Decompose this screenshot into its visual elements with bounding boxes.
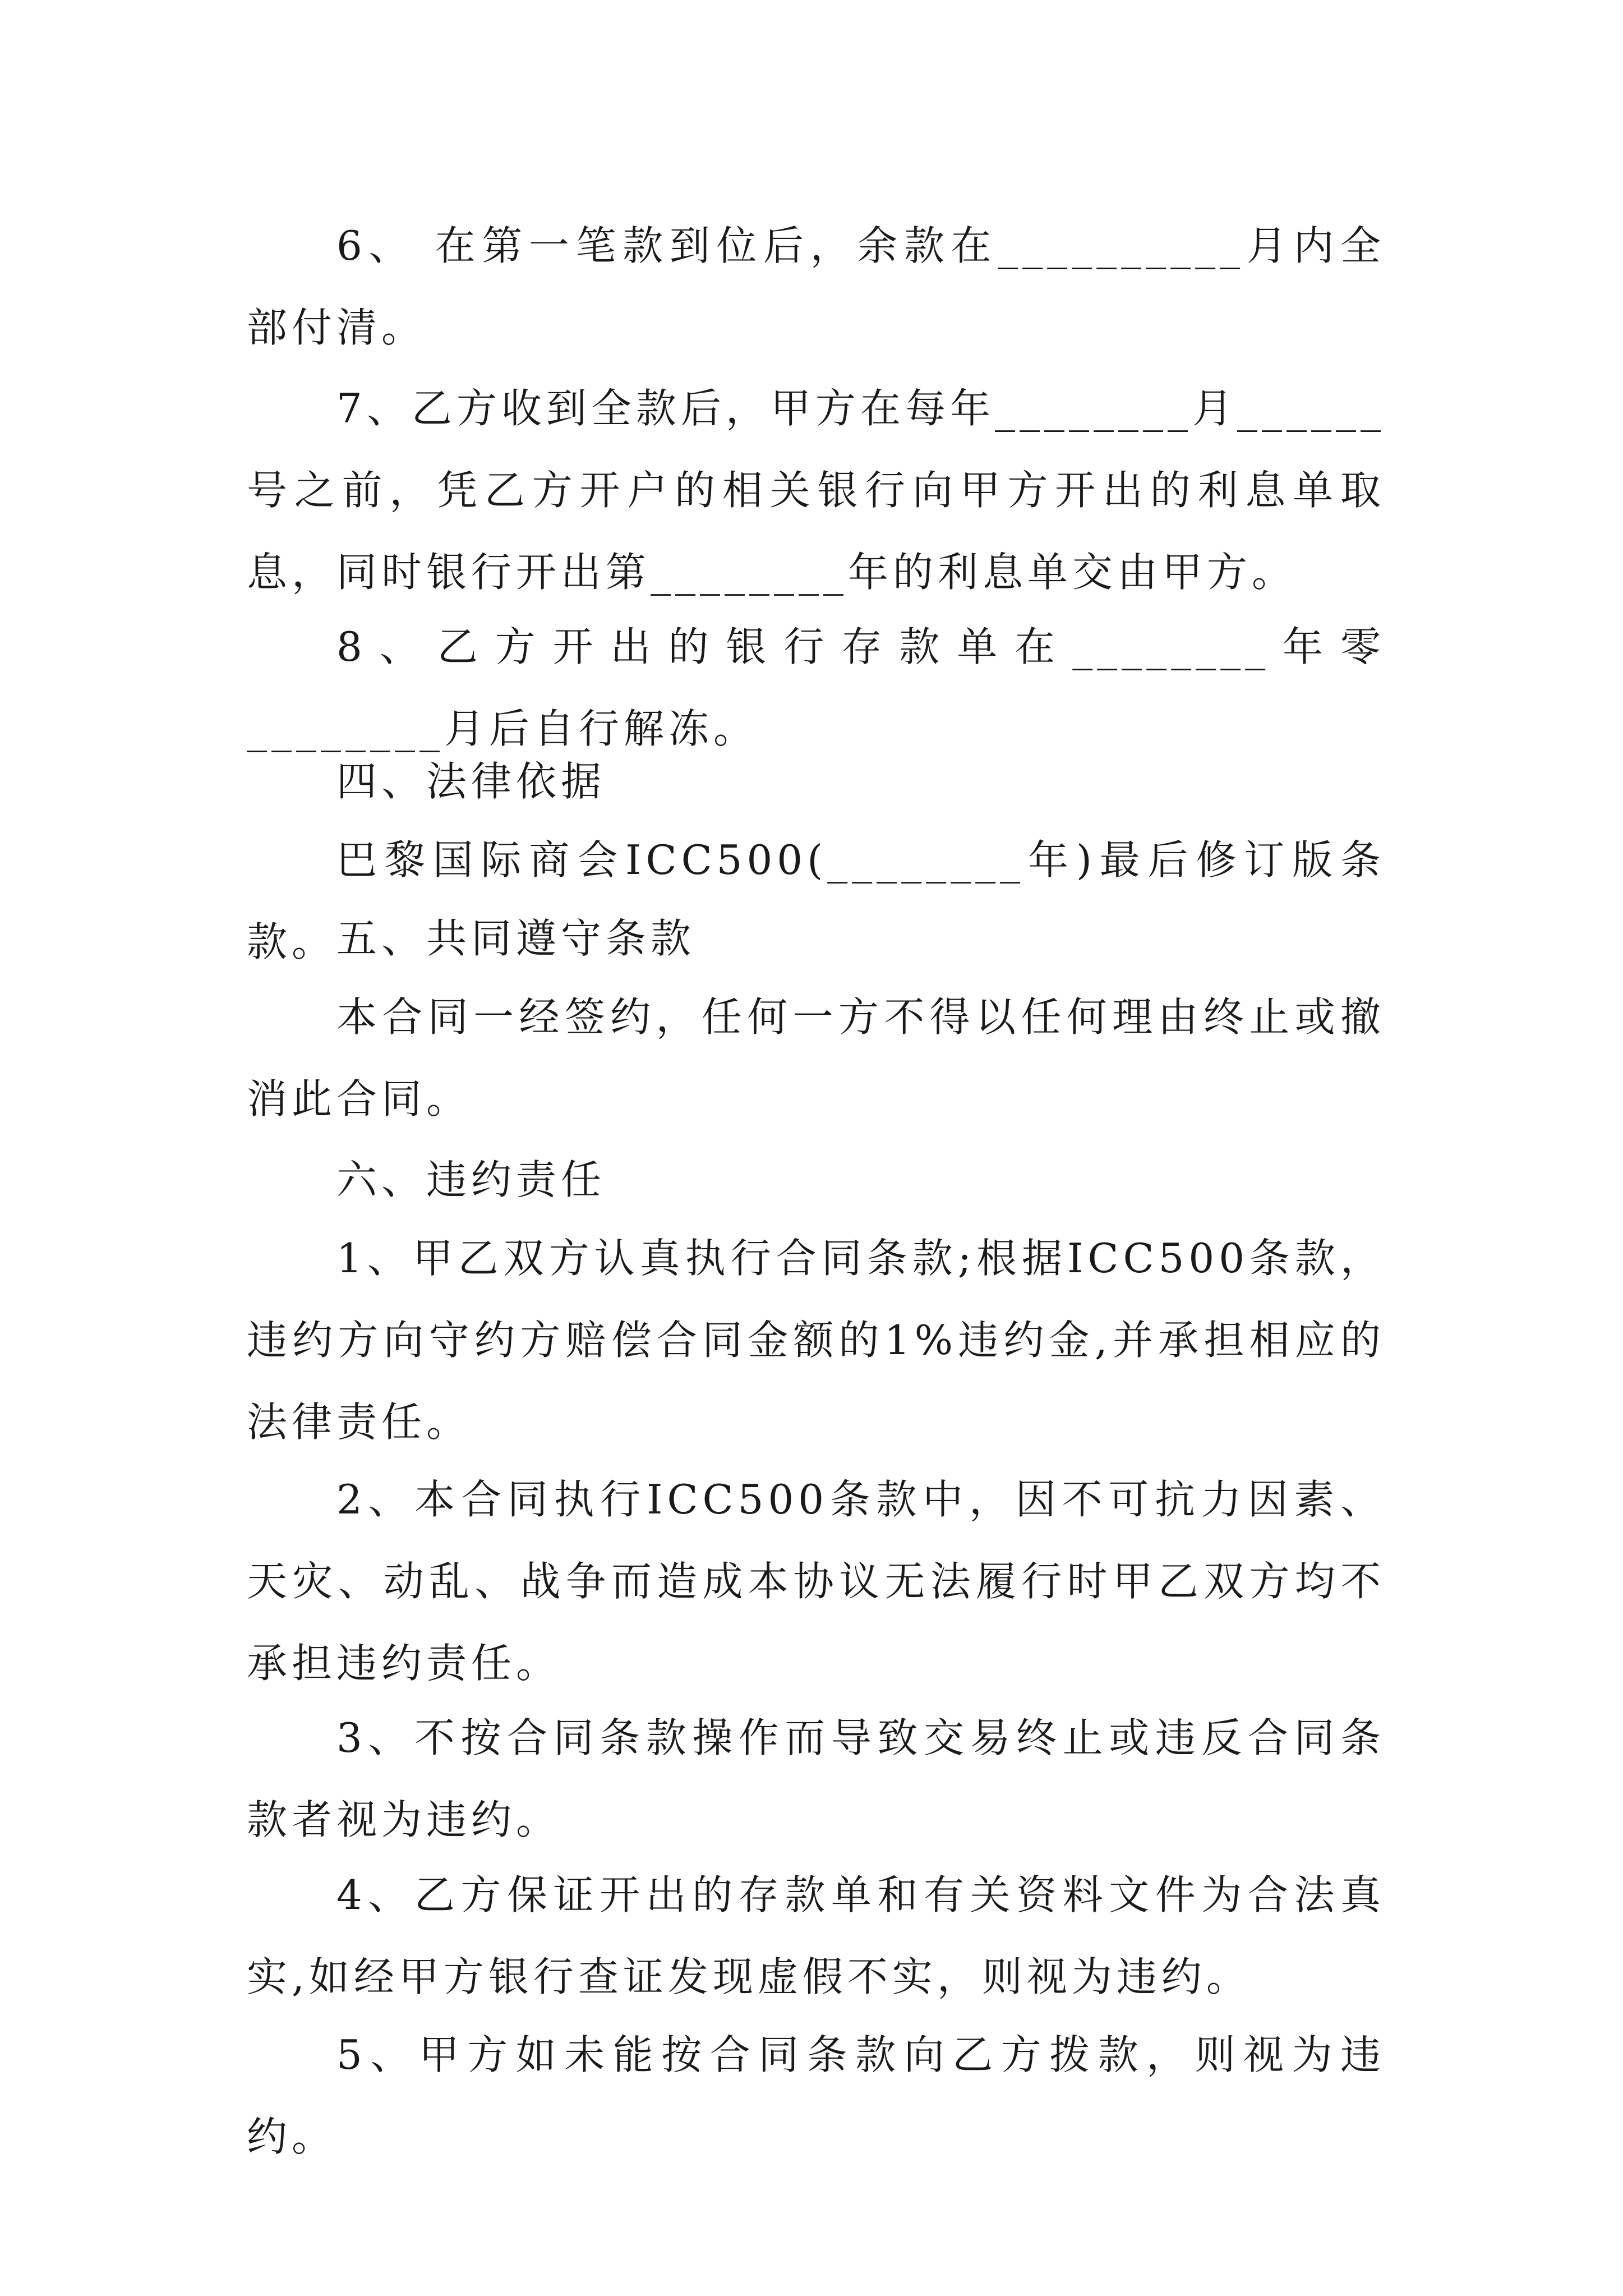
liability-item-2: 2、本合同执行ICC500条款中，因不可抗力因素、天灾、动乱、战争而造成本协议无法履行时甲乙双方均不承担违约责任。 <box>247 1476 1385 1687</box>
document-page <box>247 0 1385 2296</box>
clause-6-paragraph: 6、 在第一笔款到位后，余款在__________月内全部付清。 <box>247 222 1385 351</box>
liability-item-1: 1、甲乙双方认真执行合同条款;根据ICC500条款，违约方向守约方赔偿合同金额的1%违约金,并承担相应的法律责任。 <box>247 1235 1385 1446</box>
liability-item-3: 3、不按合同条款操作而导致交易终止或违反合同条款者视为违约。 <box>247 1714 1385 1843</box>
section-4-heading: 四、法律依据 <box>336 758 606 805</box>
section-5-heading: 五、共同遵守条款 <box>336 915 696 962</box>
clause-8-paragraph: 8、乙方开出的银行存款单在________年零________月后自行解冻。 <box>247 623 1385 752</box>
liability-item-5: 5、甲方如未能按合同条款向乙方拨款，则视为违约。 <box>247 2031 1385 2160</box>
section-6-heading: 六、违约责任 <box>336 1156 606 1203</box>
law-basis-paragraph: 巴黎国际商会ICC500(________年)最后修订版条款。 <box>247 836 1385 965</box>
liability-item-4: 4、乙方保证开出的存款单和有关资料文件为合法真实,如经甲方银行查证发现虚假不实，则视为违约。 <box>247 1871 1385 2000</box>
compliance-paragraph: 本合同一经签约，任何一方不得以任何理由终止或撤消此合同。 <box>247 993 1385 1122</box>
clause-7-paragraph: 7、乙方收到全款后，甲方在每年________月______号之前，凭乙方开户的相关银行向甲方开出的利息单取息，同时银行开出第________年的利息单交由甲方。 <box>247 385 1385 596</box>
